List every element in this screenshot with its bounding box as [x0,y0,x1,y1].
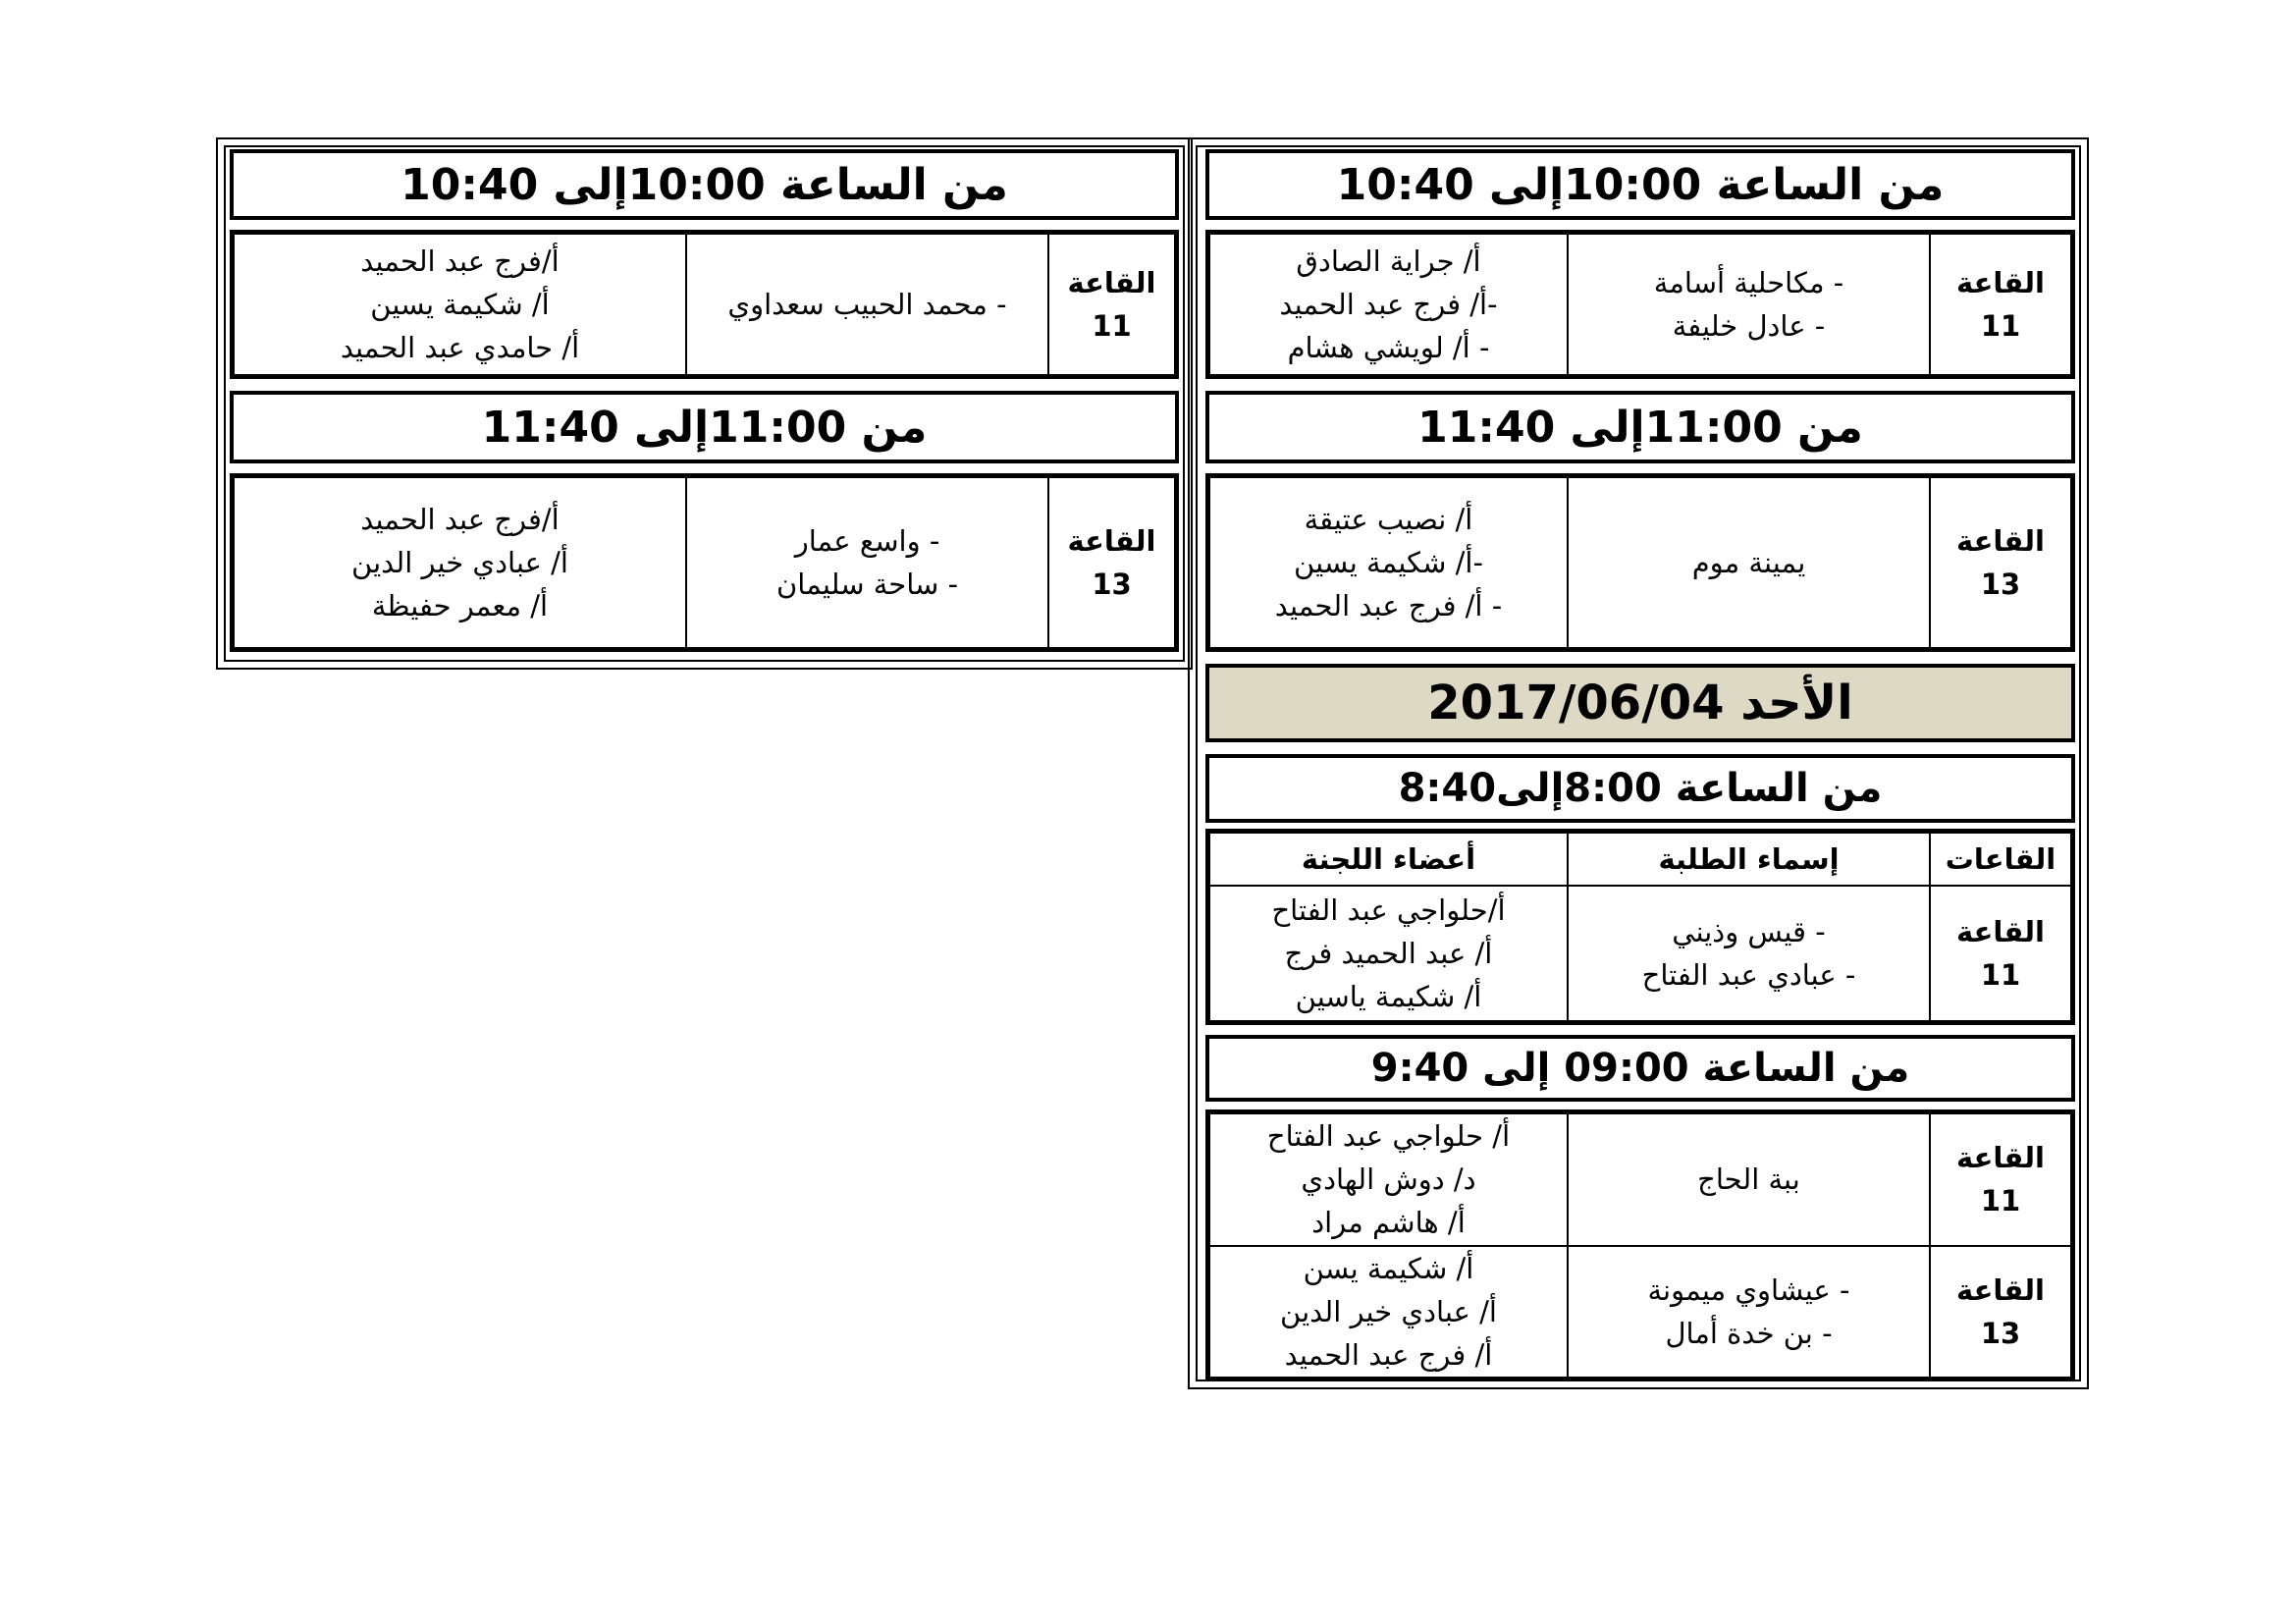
room-cell [1930,1113,2071,1246]
committee-cell [234,234,686,375]
student-name: - مكاحلية أسامة [1653,266,1844,299]
right-slot1-title: من الساعة 10:00إلى 10:40 [1205,149,2075,220]
room-cell [1048,234,1175,375]
committee-cell [1209,1113,1568,1246]
day-title: الأحد 2017/06/04 [1205,664,2075,742]
student-name: - محمد الحبيب سعداوي [727,288,1007,321]
student-name: يمينة موم [1691,546,1806,579]
right-slot2-table [1205,473,2075,652]
right-slot3-table [1205,829,2075,1025]
room-number: 13 [1980,1316,2021,1350]
right-schedule-panel [1188,137,2089,1389]
table-row [234,477,1175,648]
right-column [1205,149,2075,1378]
student-name: - عادل خليفة [1672,309,1826,343]
room-number: 13 [1980,568,2021,601]
header-rooms: القاعات [1930,833,2071,886]
room-label: القاعة [1067,266,1156,299]
header-students: إسماء الطلبة [1568,833,1930,886]
committee-member: أ/ عبادي خير الدين [1280,1294,1497,1328]
table-row [1209,1113,2071,1246]
committee-member: - أ/ لويشي هشام [1287,331,1490,364]
room-label: القاعة [1956,1272,2045,1307]
student-name: - واسع عمار [794,524,940,558]
room-label: القاعة [1067,524,1156,558]
students-cell [1568,1113,1930,1246]
room-number: 11 [1980,309,2021,343]
room-label: القاعة [1956,1141,2045,1175]
right-slot2-title: من 11:00إلى 11:40 [1205,391,2075,463]
student-name: - عبادي عبد الفتاح [1641,958,1856,992]
room-cell [1930,886,2071,1021]
students-cell [686,234,1048,375]
left-slot2-table [230,473,1179,652]
table-row [1209,886,2071,1021]
right-slot3-title: من الساعة 8:00إلى8:40 [1205,754,2075,823]
right-slot4-table [1205,1109,2075,1381]
left-schedule-panel [216,137,1193,670]
room-number: 11 [1980,958,2021,992]
student-name: ببة الحاج [1697,1163,1800,1197]
student-name: - بن خدة أمال [1665,1316,1833,1350]
committee-member: أ/ عبد الحميد فرج [1284,937,1493,970]
left-slot1-title: من الساعة 10:00إلى 10:40 [230,149,1179,220]
committee-cell [1209,234,1568,375]
committee-member: -أ/ فرج عبد الحميد [1279,288,1498,321]
student-name: - قيس وذيني [1672,915,1826,948]
header-row [1209,833,2071,886]
room-number: 13 [1092,568,1132,601]
student-name: - عيشاوي ميمونة [1647,1272,1850,1307]
committee-cell [1209,1246,1568,1379]
room-number: 11 [1980,1184,2021,1218]
committee-member: أ/ حامدي عبد الحميد [340,331,580,364]
committee-member: أ/حلواجي عبد الفتاح [1271,893,1506,927]
committee-member: أ/ جراية الصادق [1296,244,1481,278]
table-row [1209,234,2071,375]
room-label: القاعة [1956,266,2045,299]
students-cell [1568,477,1930,648]
committee-member: أ/فرج عبد الحميد [360,503,560,536]
right-slot1-table [1205,230,2075,379]
table-row [1209,477,2071,648]
committee-member: أ/ فرج عبد الحميد [1284,1337,1493,1372]
room-label: القاعة [1956,915,2045,948]
committee-cell [234,477,686,648]
committee-cell [1209,477,1568,648]
room-cell [1048,477,1175,648]
students-cell [1568,234,1930,375]
committee-member: أ/ هاشم مراد [1311,1206,1466,1240]
committee-member: - أ/ فرج عبد الحميد [1274,589,1503,622]
left-column [230,149,1179,658]
committee-member: أ/ شكيمة ياسين [1295,980,1482,1013]
left-slot2-title: من 11:00إلى 11:40 [230,391,1179,463]
committee-member: أ/ شكيمة يسن [1303,1251,1474,1285]
room-cell [1930,477,2071,648]
room-label: القاعة [1956,524,2045,558]
room-cell [1930,234,2071,375]
room-number: 11 [1092,309,1132,343]
committee-member: أ/فرج عبد الحميد [360,244,560,278]
committee-member: أ/ معمر حفيظة [371,589,549,622]
header-committee: أعضاء اللجنة [1209,833,1568,886]
committee-member: أ/ شكيمة يسين [370,288,550,321]
table-row [234,234,1175,375]
committee-member: أ/ نصيب عتيقة [1304,503,1473,536]
right-slot4-title: من الساعة 09:00 إلى 9:40 [1205,1035,2075,1102]
students-cell [1568,886,1930,1021]
committee-member: أ/ حلواجي عبد الفتاح [1266,1119,1511,1154]
student-name: - ساحة سليمان [775,568,959,601]
table-row [1209,1246,2071,1379]
committee-cell [1209,886,1568,1021]
students-cell [686,477,1048,648]
room-cell [1930,1246,2071,1379]
left-slot1-table [230,230,1179,379]
committee-member: -أ/ شكيمة يسين [1294,546,1483,579]
committee-member: أ/ عبادي خير الدين [351,546,568,579]
students-cell [1568,1246,1930,1379]
committee-member: د/ دوش الهادي [1301,1163,1476,1197]
